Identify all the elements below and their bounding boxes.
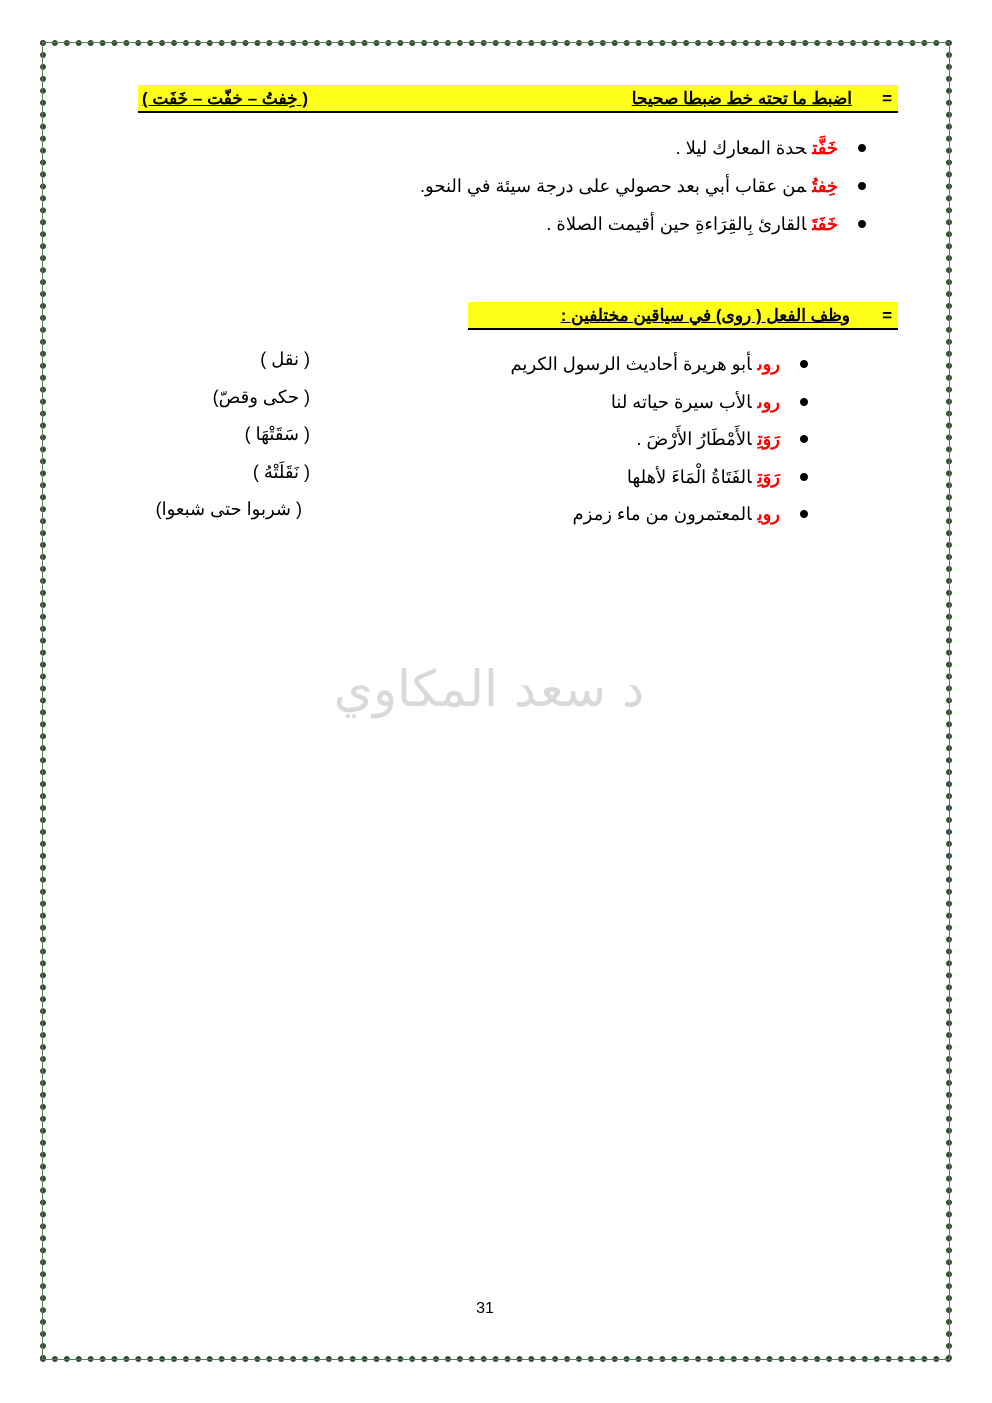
section2-heading (468, 302, 898, 330)
bullet-icon (800, 510, 808, 518)
item-keyword: روى (757, 391, 780, 412)
section2-instruction: وظف الفعل ( روى) في سياقين مختلفين : (560, 306, 850, 325)
list-item (146, 133, 866, 171)
item-text: أبو هريرة أحاديث الرسول الكريم (510, 354, 752, 374)
item-keyword: رَوَتِ (757, 466, 780, 487)
section2-marker: = (882, 306, 892, 325)
bullet-icon (858, 144, 866, 152)
item-keyword: خَفَّت (812, 138, 838, 158)
bullet-icon (800, 435, 808, 443)
section1-heading (138, 85, 898, 113)
bullet-icon (858, 220, 866, 228)
item-text: الأب سيرة حياته لنا (610, 391, 752, 412)
list-item (146, 171, 866, 209)
item-gloss: ( حكى وقصّ) (212, 387, 310, 407)
item-keyword: رَوَتِ (757, 429, 780, 449)
item-text: الأَمْطَارُ الأَرْضَ . (636, 429, 752, 449)
watermark: د سعد المكاوي (333, 660, 645, 718)
item-gloss: ( شربوا حتى شبعوا) (155, 499, 302, 519)
item-gloss: ( نقل ) (260, 349, 310, 369)
section1-list (146, 133, 866, 247)
item-text: حدة المعارك ليلا . (675, 138, 807, 158)
item-text: المعتمرون من ماء زمزم (572, 504, 752, 524)
item-text: القارئ بِالقِرَاءةِ حين أقيمت الصلاة . (546, 214, 807, 234)
item-keyword: خَفَتَ (812, 214, 838, 234)
section1-marker: = (882, 89, 892, 108)
bullet-icon (800, 398, 808, 406)
item-text: من عقاب أبي بعد حصولي على درجة سيئة في النحو. (420, 176, 807, 196)
list-item (146, 209, 866, 247)
bullet-icon (858, 182, 866, 190)
bullet-icon (800, 473, 808, 481)
item-keyword: خِفتُ (812, 176, 838, 196)
item-gloss: ( سَقَتْهَا ) (244, 424, 310, 444)
item-gloss: ( نَقَلَتْهُ ) (252, 462, 310, 482)
section1-instruction: اضبط ما تحته خط ضبطا صحيحا (631, 89, 852, 108)
item-text: الفَتَاةُ الْمَاءَ لأهلها (626, 466, 752, 487)
item-keyword: روي (757, 504, 780, 524)
bullet-icon (800, 360, 808, 368)
section1-choices: ( خِفتُ – خفّت – خَفَت ) (142, 89, 308, 108)
page-number: 31 (476, 1300, 494, 1317)
item-keyword: روى (757, 354, 780, 374)
